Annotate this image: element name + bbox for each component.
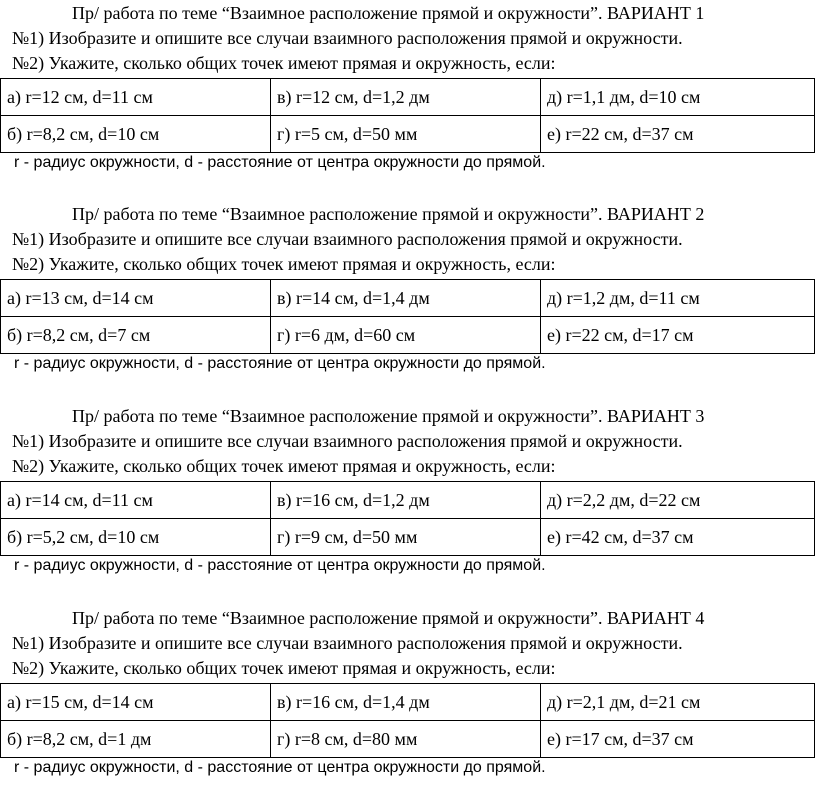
variant-1 [0, 2, 816, 202]
table-cell: д) r=1,1 дм, d=10 см [541, 79, 815, 116]
table-cell: г) r=6 дм, d=60 см [271, 317, 541, 354]
table-cell: д) r=1,2 дм, d=11 см [541, 280, 815, 317]
legend-note: r - радиус окружности, d - расстояние от центра окружности до прямой. [14, 154, 546, 171]
variant-title: Пр/ работа по теме “Взаимное расположение прямой и окружности”. ВАРИАНТ 3 [72, 406, 705, 426]
table-row [1, 317, 815, 354]
table-cell: в) r=14 см, d=1,4 дм [271, 280, 541, 317]
table-cell: а) r=15 см, d=14 см [1, 684, 271, 721]
task-2-text: №2) Укажите, сколько общих точек имеют прямая и окружность, если: [12, 658, 556, 678]
table-cell: г) r=8 см, d=80 мм [271, 721, 541, 758]
table-cell: б) r=8,2 см, d=7 см [1, 317, 271, 354]
table-cell: в) r=16 см, d=1,4 дм [271, 684, 541, 721]
table-cell: б) r=8,2 см, d=1 дм [1, 721, 271, 758]
task-1-text: №1) Изобразите и опишите все случаи взаимного расположения прямой и окружности. [12, 633, 683, 653]
table-cell: а) r=14 см, d=11 см [1, 482, 271, 519]
table-row [1, 79, 815, 116]
table-cell: д) r=2,2 дм, d=22 см [541, 482, 815, 519]
legend-note: r - радиус окружности, d - расстояние от центра окружности до прямой. [14, 355, 546, 372]
table-row [1, 721, 815, 758]
table-cell: г) r=9 см, d=50 мм [271, 519, 541, 556]
task-2-text: №2) Укажите, сколько общих точек имеют прямая и окружность, если: [12, 456, 556, 476]
table-cell: е) r=22 см, d=17 см [541, 317, 815, 354]
table-cell: а) r=13 см, d=14 см [1, 280, 271, 317]
table-cell: в) r=16 см, d=1,2 дм [271, 482, 541, 519]
table-row [1, 482, 815, 519]
values-table [0, 481, 815, 556]
table-cell: е) r=42 см, d=37 см [541, 519, 815, 556]
variant-3 [0, 405, 816, 605]
variant-title: Пр/ работа по теме “Взаимное расположение прямой и окружности”. ВАРИАНТ 1 [72, 3, 705, 23]
legend-note: r - радиус окружности, d - расстояние от центра окружности до прямой. [14, 759, 546, 776]
table-cell: е) r=17 см, d=37 см [541, 721, 815, 758]
table-row [1, 684, 815, 721]
table-cell: б) r=8,2 см, d=10 см [1, 116, 271, 153]
table-row [1, 116, 815, 153]
task-2-text: №2) Укажите, сколько общих точек имеют прямая и окружность, если: [12, 254, 556, 274]
table-cell: б) r=5,2 см, d=10 см [1, 519, 271, 556]
values-table [0, 683, 815, 758]
task-1-text: №1) Изобразите и опишите все случаи взаимного расположения прямой и окружности. [12, 28, 683, 48]
values-table [0, 78, 815, 153]
table-cell: г) r=5 см, d=50 мм [271, 116, 541, 153]
variant-title: Пр/ работа по теме “Взаимное расположение прямой и окружности”. ВАРИАНТ 2 [72, 204, 705, 224]
table-cell: д) r=2,1 дм, d=21 см [541, 684, 815, 721]
task-1-text: №1) Изобразите и опишите все случаи взаимного расположения прямой и окружности. [12, 229, 683, 249]
table-cell: в) r=12 см, d=1,2 дм [271, 79, 541, 116]
task-2-text: №2) Укажите, сколько общих точек имеют прямая и окружность, если: [12, 53, 556, 73]
table-row [1, 280, 815, 317]
variant-title: Пр/ работа по теме “Взаимное расположение прямой и окружности”. ВАРИАНТ 4 [72, 608, 705, 628]
table-cell: е) r=22 см, d=37 см [541, 116, 815, 153]
values-table [0, 279, 815, 354]
legend-note: r - радиус окружности, d - расстояние от центра окружности до прямой. [14, 557, 546, 574]
variant-4 [0, 607, 816, 807]
table-cell: а) r=12 см, d=11 см [1, 79, 271, 116]
variant-2 [0, 203, 816, 403]
task-1-text: №1) Изобразите и опишите все случаи взаимного расположения прямой и окружности. [12, 431, 683, 451]
table-row [1, 519, 815, 556]
